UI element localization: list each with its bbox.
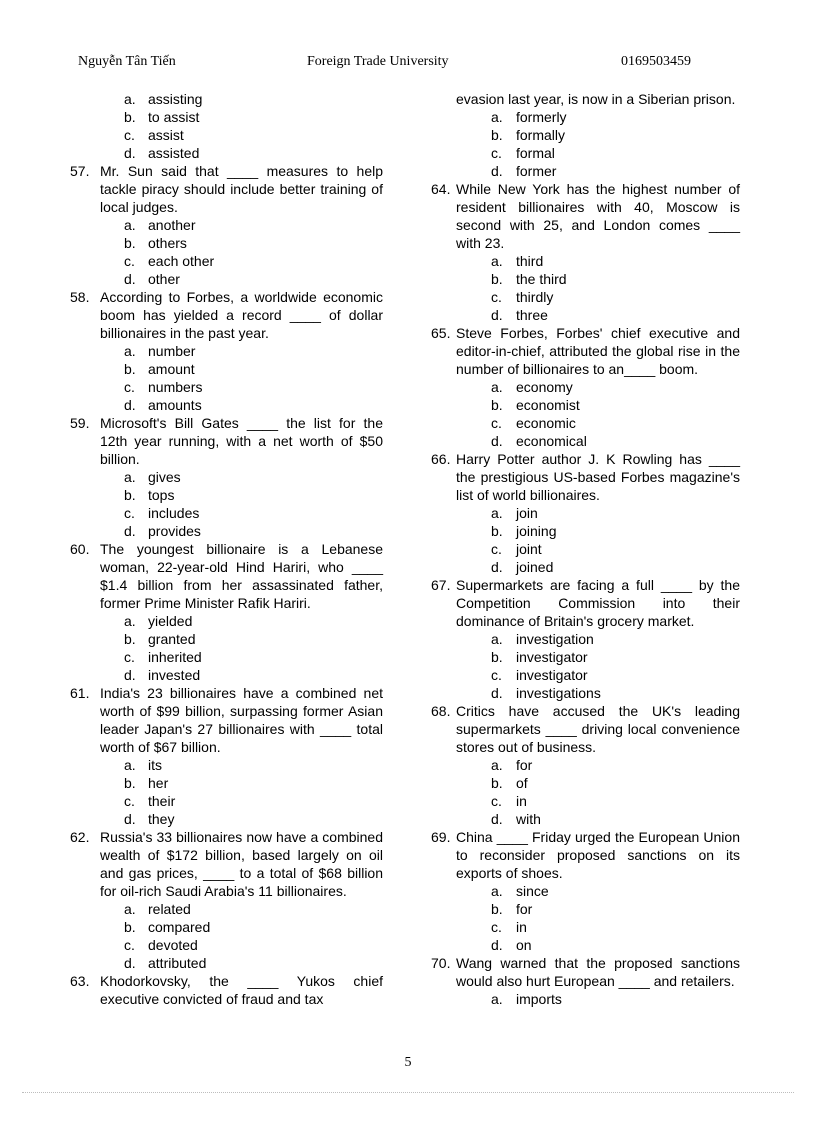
question-text: Supermarkets are facing a full ____ by the Competition Commission into their dominance of Britain's grocery market. [456, 577, 740, 629]
answer-option [431, 396, 740, 414]
question-number: 60. [70, 541, 90, 557]
option-letter: a. [124, 757, 136, 773]
answer-option [431, 756, 740, 774]
option-letter: c. [491, 541, 502, 557]
answer-option [431, 540, 740, 558]
question-text: Wang warned that the proposed sanctions would also hurt European ____ and retailers. [456, 955, 740, 989]
header-institution: Foreign Trade University [307, 54, 449, 69]
answer-option [431, 882, 740, 900]
option-letter: b. [491, 523, 503, 539]
option-text: number [148, 343, 196, 359]
answer-option [70, 468, 383, 486]
answer-option [431, 252, 740, 270]
option-letter: c. [491, 415, 502, 431]
answer-option [431, 900, 740, 918]
answer-option [70, 648, 383, 666]
option-letter: c. [124, 505, 135, 521]
option-text: investigations [516, 685, 601, 701]
option-text: imports [516, 991, 562, 1007]
option-letter: d. [124, 145, 136, 161]
answer-option [70, 612, 383, 630]
question-item [431, 180, 740, 252]
left-column [70, 90, 383, 1008]
answer-option [431, 522, 740, 540]
option-text: its [148, 757, 162, 773]
option-text: with [516, 811, 541, 827]
option-letter: b. [124, 775, 136, 791]
option-text: to assist [148, 109, 200, 125]
option-letter: a. [124, 343, 136, 359]
question-number: 66. [431, 451, 451, 467]
answer-option [70, 630, 383, 648]
option-text: attributed [148, 955, 207, 971]
answer-option [70, 108, 383, 126]
page-header [78, 54, 738, 72]
answer-option [70, 144, 383, 162]
question-text: Mr. Sun said that ____ measures to help tackle piracy should include better training of local judges. [100, 163, 383, 215]
answer-option [70, 90, 383, 108]
option-text: three [516, 307, 548, 323]
question-text: According to Forbes, a worldwide economic boom has yielded a record ____ of dollar billionaires in the past year. [100, 289, 383, 341]
option-letter: d. [124, 667, 136, 683]
option-letter: d. [124, 811, 136, 827]
option-text: on [516, 937, 532, 953]
option-letter: c. [491, 145, 502, 161]
answer-option [70, 486, 383, 504]
answer-option [70, 126, 383, 144]
option-text: invested [148, 667, 201, 683]
option-text: for [516, 901, 533, 917]
option-letter: a. [124, 901, 136, 917]
option-text: for [516, 757, 533, 773]
option-letter: a. [491, 757, 503, 773]
option-letter: d. [491, 559, 503, 575]
question-text: Steve Forbes, Forbes' chief executive and editor-in-chief, attributed the global rise in the number of billionaires to an____ boom. [456, 325, 740, 377]
option-letter: a. [491, 109, 503, 125]
question-item [431, 324, 740, 378]
question-item [431, 954, 740, 990]
option-text: compared [148, 919, 211, 935]
option-letter: c. [124, 649, 135, 665]
option-letter: c. [124, 379, 135, 395]
option-letter: a. [124, 91, 136, 107]
answer-option [70, 252, 383, 270]
question-item [431, 450, 740, 504]
option-letter: b. [124, 235, 136, 251]
option-text: formally [516, 127, 566, 143]
option-letter: c. [124, 793, 135, 809]
answer-option [70, 216, 383, 234]
question-text: India's 23 billionaires have a combined net worth of $99 billion, surpassing former Asian leader Japan's 27 billionaires with ____ total worth of $67 billion. [100, 685, 383, 755]
question-text: China ____ Friday urged the European Union to reconsider proposed sanctions on its exports of shoes. [456, 829, 740, 881]
question-continuation: evasion last year, is now in a Siberian prison. [456, 91, 736, 107]
answer-option [431, 666, 740, 684]
option-letter: b. [124, 631, 136, 647]
question-text: The youngest billionaire is a Lebanese woman, 22-year-old Hind Hariri, who ____ $1.4 billion from her assassinated father, former Prime Minister Rafik Hariri. [100, 541, 383, 611]
option-letter: c. [491, 667, 502, 683]
option-letter: a. [491, 253, 503, 269]
option-text: assisted [148, 145, 200, 161]
option-letter: c. [491, 793, 502, 809]
answer-option [431, 684, 740, 702]
option-text: they [148, 811, 175, 827]
answer-option [431, 270, 740, 288]
question-item [70, 162, 383, 216]
option-letter: a. [124, 613, 136, 629]
option-text: economist [516, 397, 580, 413]
option-text: thirdly [516, 289, 554, 305]
option-letter: c. [491, 919, 502, 935]
answer-option [431, 558, 740, 576]
question-item [70, 540, 383, 612]
answer-option [431, 108, 740, 126]
question-number: 61. [70, 685, 90, 701]
option-letter: b. [491, 649, 503, 665]
option-letter: a. [491, 379, 503, 395]
option-letter: a. [491, 883, 503, 899]
question-number: 68. [431, 703, 451, 719]
option-text: includes [148, 505, 200, 521]
question-text: Khodorkovsky, the ____ Yukos chief executive convicted of fraud and tax [100, 973, 383, 1007]
option-text: inherited [148, 649, 202, 665]
option-letter: b. [491, 397, 503, 413]
option-text: former [516, 163, 557, 179]
option-text: provides [148, 523, 201, 539]
option-text: gives [148, 469, 181, 485]
question-item [70, 684, 383, 756]
option-letter: a. [491, 505, 503, 521]
option-letter: b. [124, 487, 136, 503]
option-letter: d. [491, 163, 503, 179]
option-letter: b. [124, 919, 136, 935]
option-letter: d. [491, 433, 503, 449]
option-text: of [516, 775, 528, 791]
option-letter: d. [491, 937, 503, 953]
question-item [431, 576, 740, 630]
option-text: devoted [148, 937, 198, 953]
answer-option [70, 396, 383, 414]
option-letter: d. [124, 955, 136, 971]
answer-option [431, 918, 740, 936]
option-text: other [148, 271, 180, 287]
answer-option [70, 504, 383, 522]
answer-option [70, 360, 383, 378]
answer-option [431, 288, 740, 306]
question-number: 62. [70, 829, 90, 845]
option-text: in [516, 919, 527, 935]
option-letter: d. [124, 523, 136, 539]
question-item [431, 702, 740, 756]
answer-option [431, 504, 740, 522]
option-letter: d. [491, 811, 503, 827]
option-text: related [148, 901, 191, 917]
option-text: investigator [516, 649, 588, 665]
option-text: join [516, 505, 538, 521]
option-text: each other [148, 253, 215, 269]
option-text: the third [516, 271, 567, 287]
answer-option [431, 306, 740, 324]
answer-option [70, 756, 383, 774]
answer-option [431, 126, 740, 144]
question-item [431, 828, 740, 882]
option-text: their [148, 793, 176, 809]
page-bottom-divider [22, 1092, 794, 1093]
answer-option [431, 144, 740, 162]
option-text: yielded [148, 613, 193, 629]
answer-option [70, 774, 383, 792]
answer-option [70, 378, 383, 396]
option-text: tops [148, 487, 175, 503]
option-text: granted [148, 631, 196, 647]
question-number: 65. [431, 325, 451, 341]
answer-option [431, 432, 740, 450]
option-letter: c. [124, 937, 135, 953]
answer-option [70, 918, 383, 936]
answer-option [431, 414, 740, 432]
option-text: investigator [516, 667, 588, 683]
option-letter: a. [124, 469, 136, 485]
option-text: amount [148, 361, 195, 377]
option-letter: b. [491, 775, 503, 791]
option-text: numbers [148, 379, 203, 395]
question-number: 63. [70, 973, 90, 989]
answer-option [70, 270, 383, 288]
question-number: 58. [70, 289, 90, 305]
answer-option [70, 792, 383, 810]
option-letter: a. [491, 991, 503, 1007]
option-letter: d. [491, 685, 503, 701]
answer-option [70, 342, 383, 360]
question-number: 67. [431, 577, 451, 593]
option-letter: b. [124, 109, 136, 125]
option-letter: b. [124, 361, 136, 377]
option-text: her [148, 775, 169, 791]
answer-option [70, 954, 383, 972]
option-letter: b. [491, 271, 503, 287]
question-item [70, 828, 383, 900]
option-text: others [148, 235, 187, 251]
answer-option [70, 666, 383, 684]
option-letter: a. [491, 631, 503, 647]
option-letter: c. [124, 127, 135, 143]
question-text: Microsoft's Bill Gates ____ the list for the 12th year running, with a net worth of $50 billion. [100, 415, 383, 467]
option-letter: d. [491, 307, 503, 323]
option-text: since [516, 883, 549, 899]
header-author: Nguyễn Tân Tiến [78, 54, 176, 69]
option-text: in [516, 793, 527, 809]
option-text: assist [148, 127, 184, 143]
question-number: 70. [431, 955, 451, 971]
option-letter: a. [124, 217, 136, 233]
option-text: joined [516, 559, 554, 575]
option-text: joint [516, 541, 542, 557]
page-number: 5 [404, 1055, 412, 1070]
answer-option [431, 648, 740, 666]
answer-option [70, 810, 383, 828]
option-text: economical [516, 433, 587, 449]
option-text: investigation [516, 631, 594, 647]
answer-option [70, 936, 383, 954]
question-text: Harry Potter author J. K Rowling has ____ the prestigious US-based Forbes magazine's list of world billionaires. [456, 451, 740, 503]
question-text: While New York has the highest number of resident billionaires with 40, Moscow is second with 25, and London comes ____ with 23. [456, 181, 740, 251]
answer-option [431, 162, 740, 180]
option-letter: c. [124, 253, 135, 269]
answer-option [431, 792, 740, 810]
question-text: Russia's 33 billionaires now have a combined wealth of $172 billion, based largely on oil and gas prices, ____ to a total of $68 billion for oil-rich Saudi Arabia's 11 billionaires. [100, 829, 383, 899]
option-text: formal [516, 145, 555, 161]
option-text: economy [516, 379, 573, 395]
answer-option [431, 810, 740, 828]
answer-option [431, 630, 740, 648]
answer-option [70, 234, 383, 252]
option-text: amounts [148, 397, 202, 413]
answer-option [431, 936, 740, 954]
question-number: 59. [70, 415, 90, 431]
question-number: 69. [431, 829, 451, 845]
option-letter: b. [491, 127, 503, 143]
option-text: joining [516, 523, 557, 539]
question-number: 57. [70, 163, 90, 179]
option-text: another [148, 217, 196, 233]
question-item [70, 288, 383, 342]
right-column [431, 90, 740, 1008]
option-text: third [516, 253, 544, 269]
option-letter: b. [491, 901, 503, 917]
answer-option [70, 900, 383, 918]
option-letter: d. [124, 271, 136, 287]
question-item [70, 972, 383, 1008]
question-number: 64. [431, 181, 451, 197]
answer-option [431, 774, 740, 792]
header-phone: 0169503459 [621, 54, 691, 69]
answer-option [70, 522, 383, 540]
option-text: formerly [516, 109, 567, 125]
question-item [70, 414, 383, 468]
question-text: Critics have accused the UK's leading supermarkets ____ driving local convenience stores out of business. [456, 703, 740, 755]
answer-option [431, 990, 740, 1008]
option-letter: c. [491, 289, 502, 305]
answer-option [431, 378, 740, 396]
option-text: economic [516, 415, 576, 431]
option-text: assisting [148, 91, 203, 107]
option-letter: d. [124, 397, 136, 413]
